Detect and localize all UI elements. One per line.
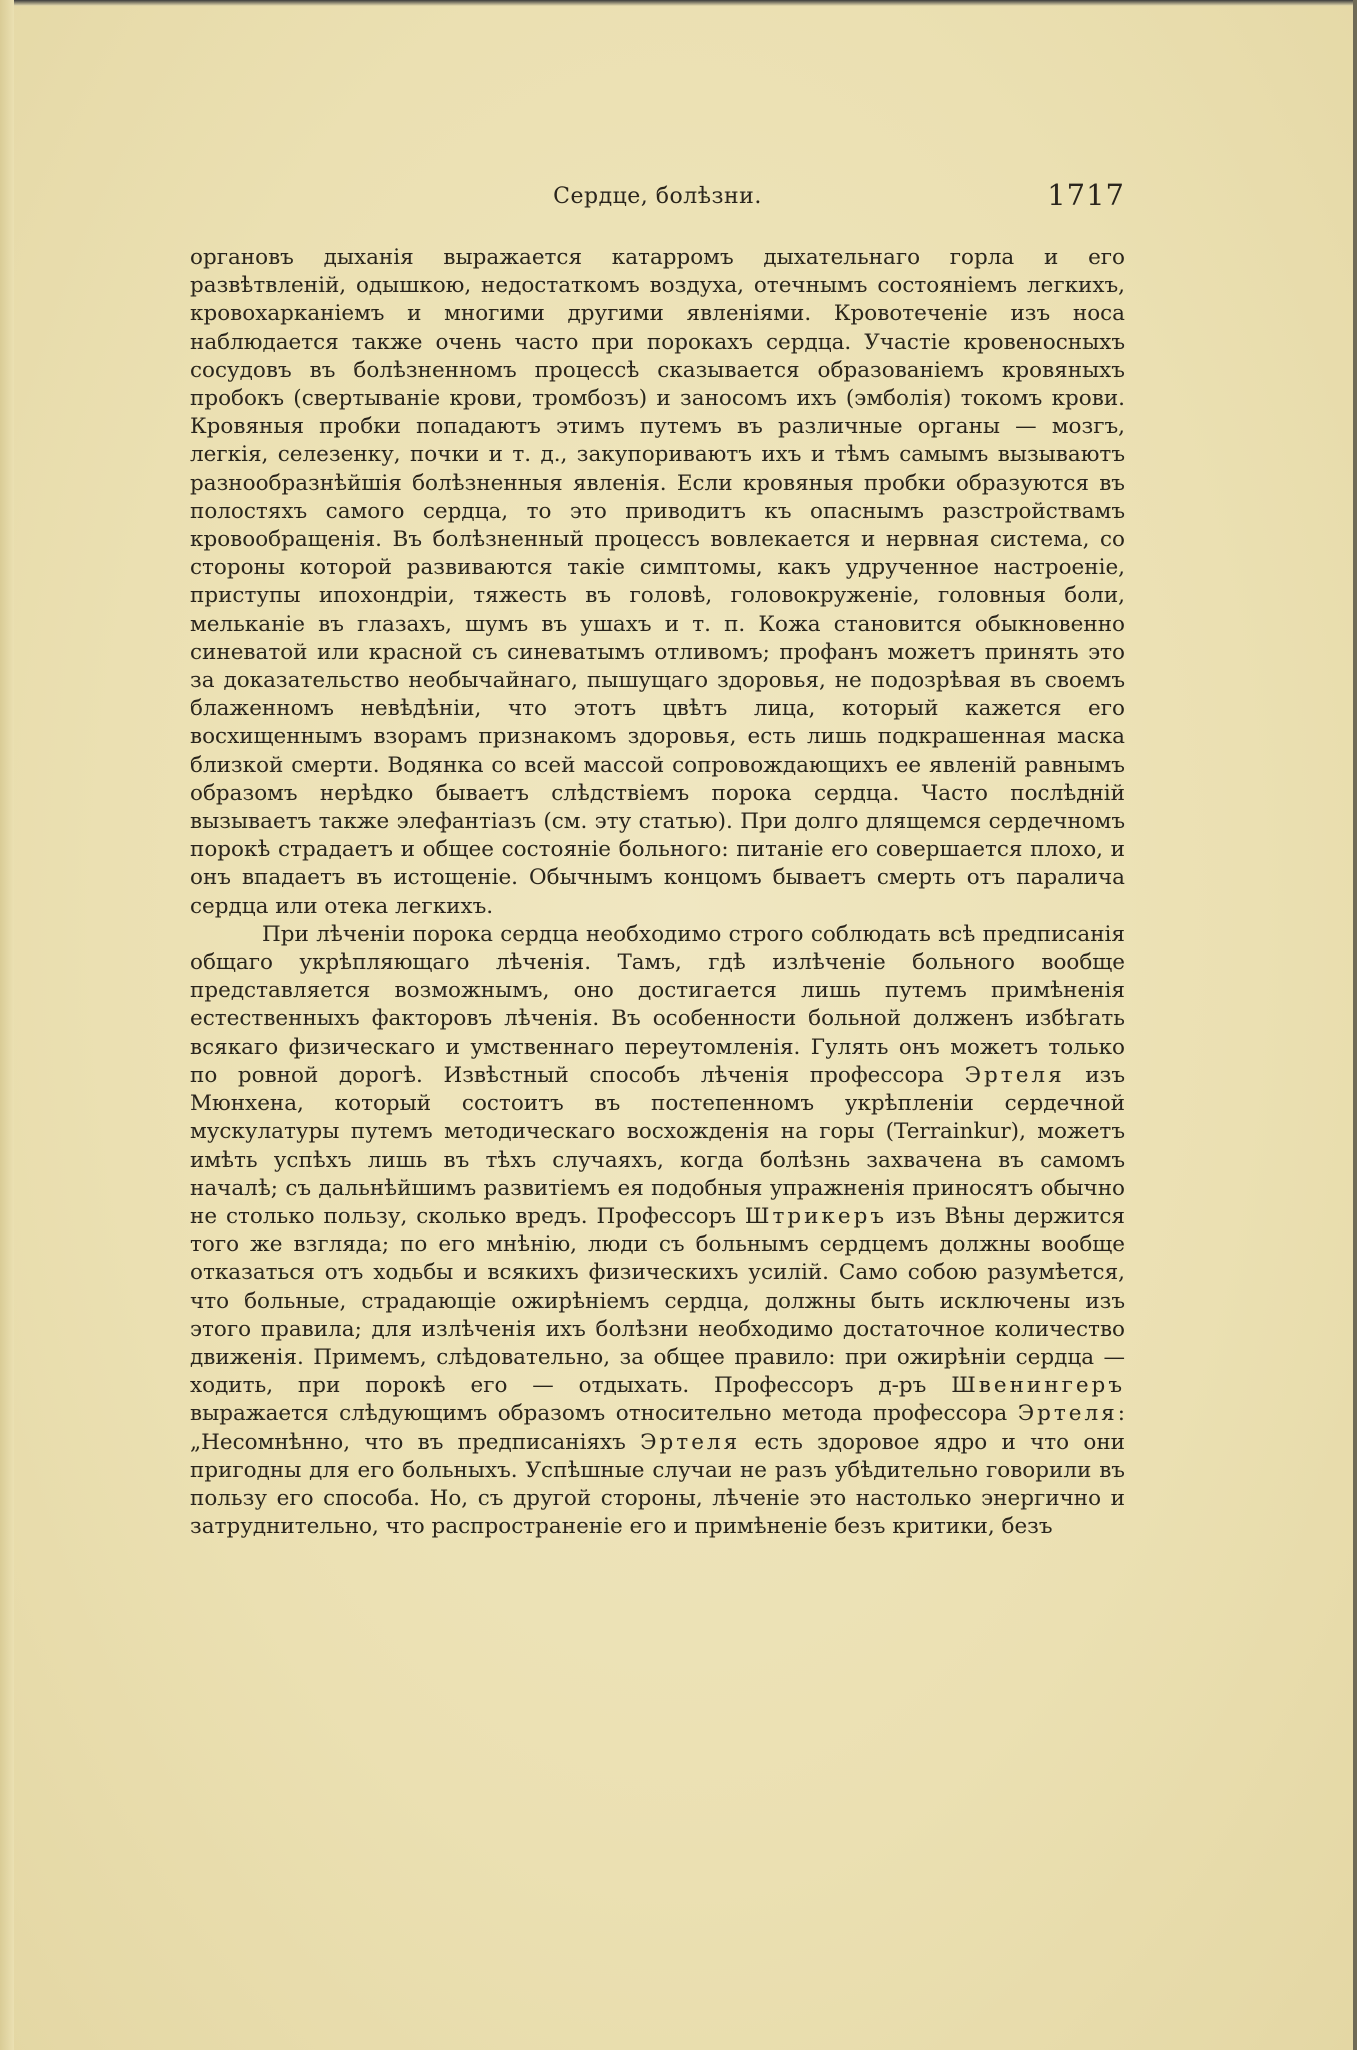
paragraph-treatment <box>190 921 1125 1541</box>
page-number: 1717 <box>1047 178 1125 212</box>
paragraph-text: : „Несомнѣнно, что въ предписаніяхъ <box>190 1401 1125 1455</box>
spaced-name-schweninger: Швенингеръ <box>951 1373 1125 1399</box>
spaced-name-oertel: Эртеля <box>964 1062 1065 1088</box>
body-text <box>190 244 1125 1541</box>
scan-shadow-left <box>0 0 14 2050</box>
paragraph-symptoms <box>190 244 1125 921</box>
paragraph-text: изъ Вѣны держится того же взгляда; по его мнѣнію, люди съ больнымъ сердцемъ должны вообще отказаться отъ ходьбы и всякихъ физическихъ усилій. Само собою разумѣется, что больные, страдающіе ожирѣніемъ сердца, должны быть исключены изъ этого правила; для излѣченія ихъ болѣзни необходимо достаточное количество движенія. Примемъ, слѣдовательно, за общее правило: при ожирѣніи сердца — ходить, при порокѣ его — отдыхать. Профессоръ д-ръ <box>190 1203 1125 1399</box>
spaced-name-oertel: Эртеля <box>640 1429 741 1455</box>
scan-shadow-right <box>1353 0 1357 2050</box>
spaced-name-oertel: Эртеля <box>1017 1401 1118 1427</box>
paragraph-text: есть здоровое ядро и что они пригодны для его больныхъ. Успѣшные случаи не разъ убѣдительно говорили въ пользу его способа. Но, съ другой стороны, лѣченіе это настолько энергично и затруднительно, что распространеніе его и примѣненіе безъ критики, безъ <box>190 1429 1125 1540</box>
paragraph-text: При лѣченіи порока сердца необходимо строго соблюдать всѣ предписанія общаго укрѣпляющаго лѣченія. Тамъ, гдѣ излѣченіе больного вообще представляется возможнымъ, оно достигается лишь путемъ примѣненія естественныхъ факторовъ лѣченія. Въ особенности больной долженъ избѣгать всякаго физическаго и умственнаго переутомленія. Гулять онъ можетъ только по ровной дорогѣ. Извѣстный способъ лѣченія профессора <box>190 921 1125 1088</box>
running-head <box>190 176 1125 220</box>
spaced-name-stricker: Штрикеръ <box>744 1203 888 1229</box>
paragraph-text: органовъ дыханія выражается катарромъ дыхательнаго горла и его развѣтвленій, одышкою, недостаткомъ воздуха, отечнымъ состояніемъ легкихъ, кровохарканіемъ и многими другими явленіями. Кровотеченіе изъ носа наблюдается также очень часто при порокахъ сердца. Участіе кровеносныхъ сосудовъ въ болѣзненномъ процессѣ сказывается образованіемъ кровяныхъ пробокъ (свертываніе крови, тромбозъ) и заносомъ ихъ (эмболія) токомъ крови. Кровяныя пробки попадаютъ этимъ путемъ въ различные органы — мозгъ, легкія, селезенку, почки и т. д., закупориваютъ ихъ и тѣмъ самымъ вызываютъ разнообразнѣйшія болѣзненныя явленія. Если кровяныя пробки образуются въ полостяхъ самого сердца, то это приводитъ къ опаснымъ разстройствамъ кровообращенія. Въ болѣзненный процессъ вовлекается и нервная система, со стороны которой развиваются такіе симптомы, какъ удрученное настроеніе, приступы ипохондріи, тяжесть въ головѣ, головокруженіе, головныя боли, мельканіе въ глазахъ, шумъ въ ушахъ и т. п. Кожа становится обыкновенно синеватой или красной съ синеватымъ отливомъ; профанъ можетъ принять это за доказательство необычайнаго, пышущаго здоровья, не подозрѣвая въ своемъ блаженномъ невѣдѣніи, что этотъ цвѣтъ лица, который кажется его восхищеннымъ взорамъ признакомъ здоровья, есть лишь подкрашенная маска близкой смерти. Водянка со всей массой сопровождающихъ ее явленій равнымъ образомъ нерѣдко бываетъ слѣдствіемъ порока сердца. Часто послѣдній вызываетъ также элефантіазъ (см. эту статью). При долго длящемся сердечномъ порокѣ страдаетъ и общее состояніе больного: питаніе его совершается плохо, и онъ впадаетъ въ истощеніе. Обычнымъ концомъ бываетъ смерть отъ паралича сердца или отека легкихъ. <box>190 245 1125 919</box>
paragraph-text: изъ Мюнхена, который состоитъ въ постепенномъ укрѣпленіи сердечной мускулатуры путемъ методическаго восхожденія на горы (Terrainkur), можетъ имѣть успѣхъ лишь въ тѣхъ случаяхъ, когда болѣзнь захвачена въ самомъ началѣ; съ дальнѣйшимъ развитіемъ ея подобныя упражненія приносятъ обычно не столько пользу, сколько вредъ. Профессоръ <box>190 1062 1125 1229</box>
scan-shadow-top <box>0 0 1357 6</box>
paragraph-text: выражается слѣдующимъ образомъ относительно метода профессора <box>190 1401 1018 1427</box>
running-title: Сердце, болѣзни. <box>553 184 762 209</box>
